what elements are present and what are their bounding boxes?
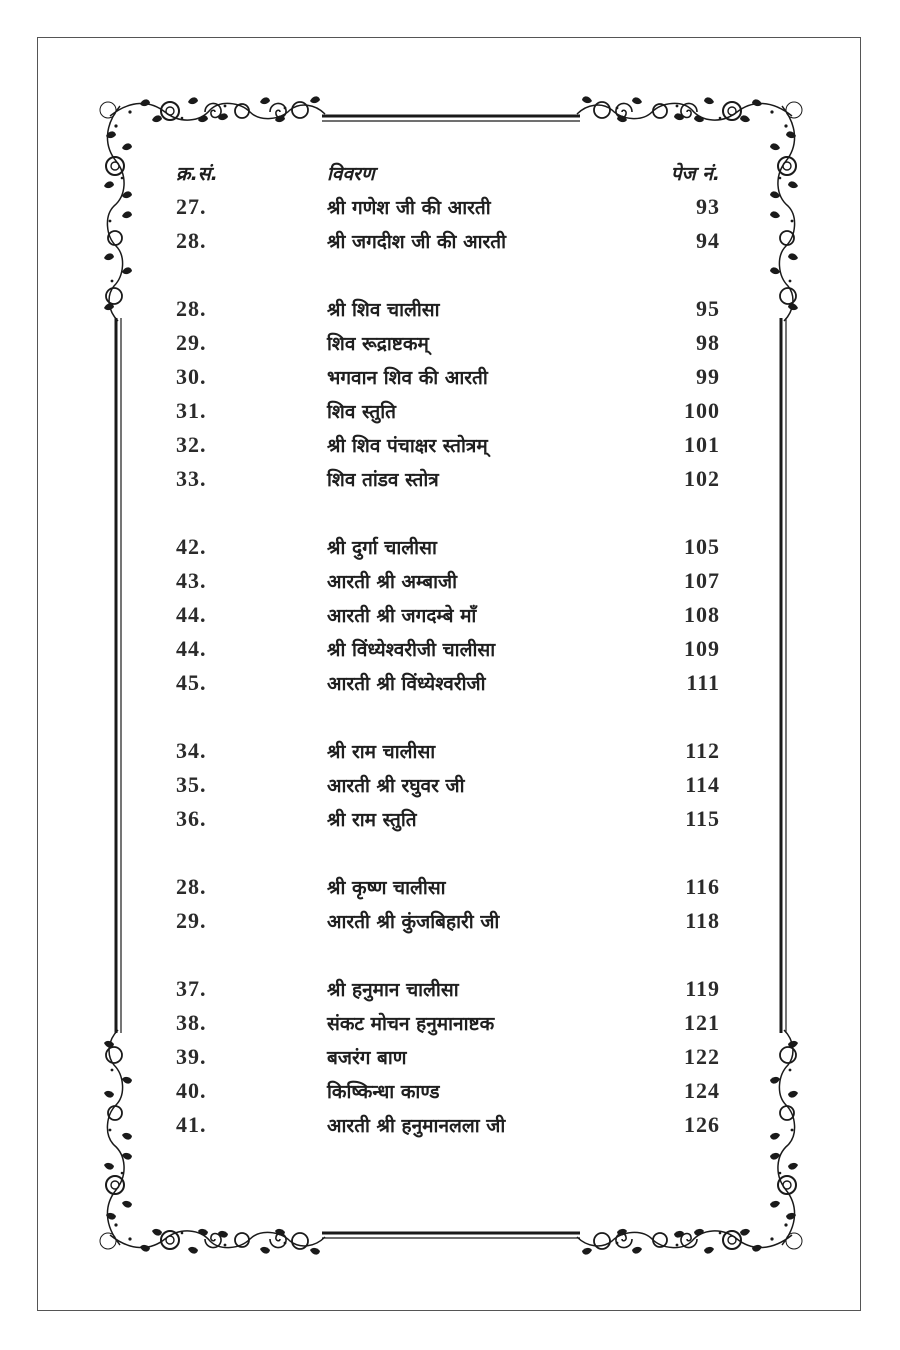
entry-title: किष्किन्धा काण्ड (327, 1081, 440, 1103)
toc-entry[interactable] (0, 636, 900, 670)
entry-title: शिव स्तुति (327, 401, 396, 423)
toc-entry[interactable] (0, 874, 900, 908)
entry-title: आरती श्री जगदम्बे माँ (327, 605, 477, 627)
page-number: 101 (684, 432, 720, 457)
serial-number: 32. (176, 432, 207, 457)
entry-title: श्री राम चालीसा (327, 741, 436, 763)
page-number: 107 (684, 568, 720, 593)
serial-number: 45. (176, 670, 207, 695)
toc-entry[interactable] (0, 228, 900, 262)
entry-title: बजरंग बाण (327, 1047, 407, 1069)
entry-title: भगवान शिव की आरती (327, 367, 488, 389)
serial-number: 28. (176, 874, 207, 899)
page-number: 108 (684, 602, 720, 627)
entry-title: श्री गणेश जी की आरती (327, 197, 491, 219)
page-number: 102 (684, 466, 720, 491)
toc-entry[interactable] (0, 908, 900, 942)
toc-entry[interactable] (0, 976, 900, 1010)
page-number: 118 (685, 908, 720, 933)
serial-number: 40. (176, 1078, 207, 1103)
serial-number: 39. (176, 1044, 207, 1069)
serial-number-header: क्र.सं. (176, 163, 218, 185)
entry-title: श्री शिव चालीसा (327, 299, 440, 321)
toc-entry[interactable] (0, 1010, 900, 1044)
entry-title: श्री हनुमान चालीसा (327, 979, 459, 1001)
serial-number: 43. (176, 568, 207, 593)
page-number: 115 (685, 806, 720, 831)
page-number: 100 (684, 398, 720, 423)
serial-number: 31. (176, 398, 207, 423)
entry-title: श्री दुर्गा चालीसा (327, 537, 437, 559)
toc-entry[interactable] (0, 194, 900, 228)
entry-title: श्री शिव पंचाक्षर स्तोत्रम् (327, 435, 488, 457)
entry-title: संकट मोचन हनुमानाष्टक (327, 1013, 495, 1035)
page-number: 124 (684, 1078, 720, 1103)
entry-title: शिव रूद्राष्टकम् (327, 333, 429, 355)
serial-number: 29. (176, 330, 207, 355)
bottom-rail (322, 1233, 580, 1238)
toc-entry[interactable] (0, 602, 900, 636)
page-number: 105 (684, 534, 720, 559)
page-number: 99 (696, 364, 720, 389)
entry-title: आरती श्री रघुवर जी (327, 775, 465, 797)
serial-number: 28. (176, 228, 207, 253)
toc-entry[interactable] (0, 1112, 900, 1146)
page-number-header: पेज नं. (670, 163, 720, 185)
toc-entry[interactable] (0, 1078, 900, 1112)
page-number: 94 (696, 228, 720, 253)
serial-number: 33. (176, 466, 207, 491)
top-rail (322, 116, 580, 121)
toc-entry[interactable] (0, 534, 900, 568)
serial-number: 28. (176, 296, 207, 321)
toc-entry[interactable] (0, 568, 900, 602)
page-number: 114 (685, 772, 720, 797)
serial-number: 38. (176, 1010, 207, 1035)
toc-entry[interactable] (0, 806, 900, 840)
page-number: 95 (696, 296, 720, 321)
page-number: 122 (684, 1044, 720, 1069)
page-number: 111 (686, 670, 720, 695)
serial-number: 36. (176, 806, 207, 831)
serial-number: 29. (176, 908, 207, 933)
page-number: 116 (685, 874, 720, 899)
page-number: 93 (696, 194, 720, 219)
serial-number: 41. (176, 1112, 207, 1137)
serial-number: 42. (176, 534, 207, 559)
page-number: 98 (696, 330, 720, 355)
entry-title: श्री जगदीश जी की आरती (327, 231, 507, 253)
entry-title: आरती श्री विंध्येश्वरीजी (327, 673, 486, 695)
serial-number: 27. (176, 194, 207, 219)
toc-entry[interactable] (0, 670, 900, 704)
page-number: 109 (684, 636, 720, 661)
page-number: 119 (685, 976, 720, 1001)
toc-entry[interactable] (0, 398, 900, 432)
toc-entry[interactable] (0, 772, 900, 806)
toc-entry[interactable] (0, 330, 900, 364)
toc-entry[interactable] (0, 432, 900, 466)
entry-title: शिव तांडव स्तोत्र (327, 469, 439, 491)
entry-title: श्री कृष्ण चालीसा (327, 877, 446, 899)
toc-entry[interactable] (0, 466, 900, 500)
serial-number: 44. (176, 602, 207, 627)
serial-number: 34. (176, 738, 207, 763)
description-header: विवरण (327, 163, 375, 185)
entry-title: श्री राम स्तुति (327, 809, 417, 831)
entry-title: आरती श्री कुंजबिहारी जी (327, 911, 500, 933)
entry-title: आरती श्री अम्बाजी (327, 571, 458, 593)
toc-entry[interactable] (0, 738, 900, 772)
page-number: 126 (684, 1112, 720, 1137)
toc-header (0, 160, 900, 194)
serial-number: 44. (176, 636, 207, 661)
entry-title: आरती श्री हनुमानलला जी (327, 1115, 506, 1137)
serial-number: 35. (176, 772, 207, 797)
serial-number: 30. (176, 364, 207, 389)
toc-entry[interactable] (0, 1044, 900, 1078)
serial-number: 37. (176, 976, 207, 1001)
page-number: 112 (685, 738, 720, 763)
entry-title: श्री विंध्येश्वरीजी चालीसा (327, 639, 496, 661)
toc-entry[interactable] (0, 364, 900, 398)
page-number: 121 (684, 1010, 720, 1035)
toc-entry[interactable] (0, 296, 900, 330)
